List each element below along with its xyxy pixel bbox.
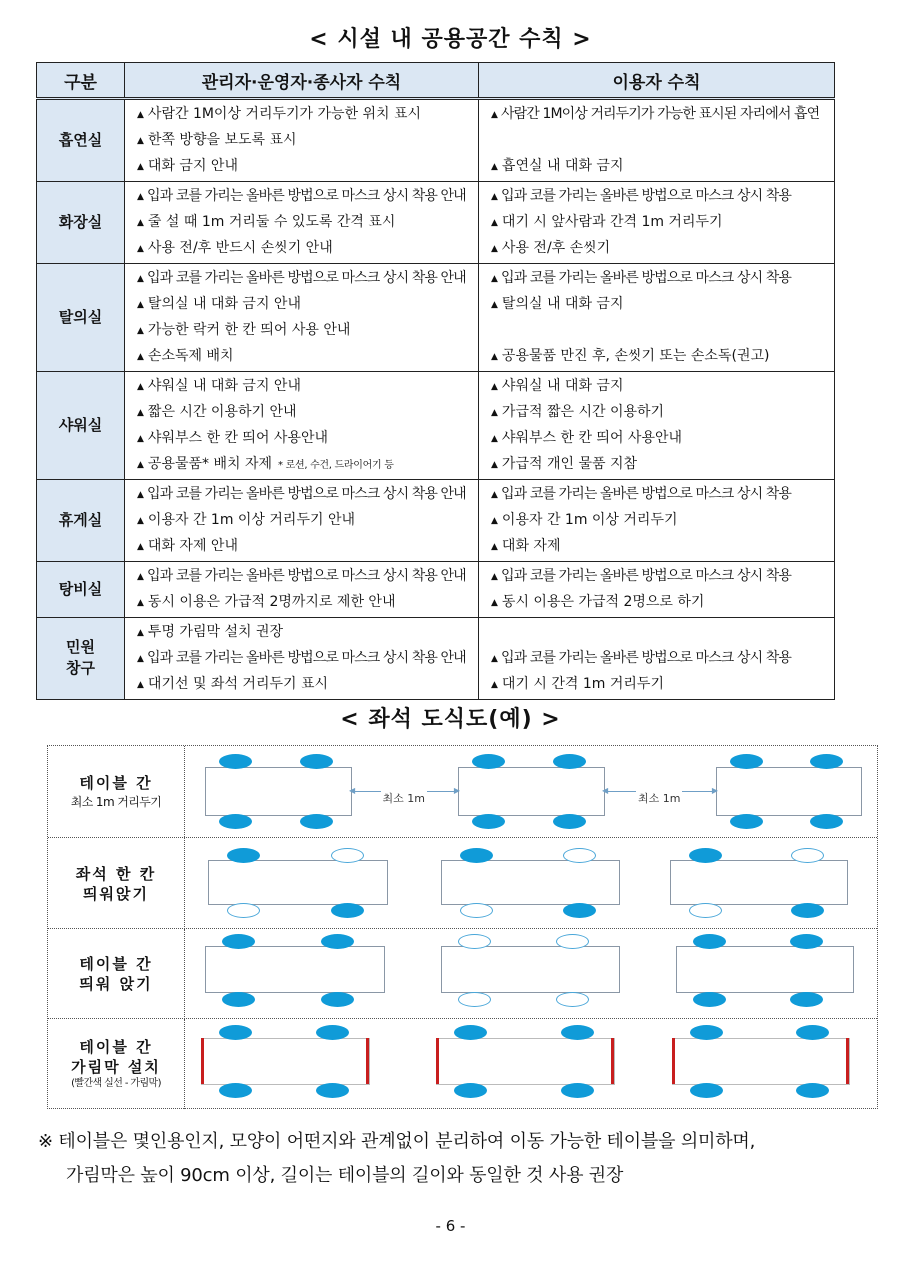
- bullet-triangle-icon: ▲: [137, 408, 144, 418]
- diagram-label-title: 테이블 간: [79, 1038, 153, 1056]
- staff-rule-item: [125, 533, 478, 559]
- user-rule-item: [479, 265, 834, 291]
- user-rule-item: [479, 373, 834, 399]
- user-rules-cell: [479, 480, 835, 562]
- occupied-seat-icon: [693, 934, 726, 949]
- bullet-triangle-icon: ▲: [491, 434, 498, 444]
- staff-rules-cell: [125, 182, 479, 264]
- bullet-triangle-icon: ▲: [137, 542, 144, 552]
- bullet-triangle-icon: ▲: [137, 274, 144, 284]
- staff-rule-text: 대화 자제 안내: [147, 538, 238, 554]
- staff-rule-item: [125, 507, 478, 533]
- table-header-row: [37, 63, 835, 99]
- user-rule-text: 대기 시 간격 1m 거리두기: [501, 676, 664, 692]
- staff-rule-text: 샤워실 내 대화 금지 안내: [147, 378, 301, 394]
- staff-rule-item: [125, 317, 478, 343]
- occupied-seat-icon: [321, 934, 354, 949]
- user-rule-item: [479, 619, 834, 645]
- user-rule-item: [479, 317, 834, 343]
- bullet-triangle-icon: ▲: [491, 460, 498, 470]
- header-user-rules: 이용자 수칙: [479, 63, 835, 99]
- user-rule-item: [479, 645, 834, 671]
- table-rectangle: [676, 946, 854, 993]
- diagram-label-title: 테이블 간: [79, 773, 153, 792]
- user-rule-text: 가급적 개인 물품 지참: [501, 456, 637, 472]
- diagram-row: [48, 1018, 877, 1109]
- user-rule-text: 사람간 1M이상 거리두기가 가능한 표시된 자리에서 흡연: [501, 106, 820, 122]
- diagram-label-title: 띄워 앉기: [79, 975, 153, 993]
- bullet-triangle-icon: ▲: [137, 516, 144, 526]
- user-rule-item: [479, 291, 834, 317]
- staff-rules-cell: [125, 480, 479, 562]
- bullet-triangle-icon: ▲: [491, 490, 498, 500]
- rules-table: [36, 62, 835, 700]
- empty-seat-icon: [791, 848, 824, 863]
- user-rule-item: [479, 101, 834, 127]
- occupied-seat-icon: [460, 848, 493, 863]
- row-category: [37, 264, 125, 372]
- table-rectangle: [716, 767, 862, 816]
- occupied-seat-icon: [790, 992, 823, 1007]
- table-row: [37, 264, 835, 372]
- empty-seat-icon: [689, 903, 722, 918]
- partition-bar: [201, 1038, 204, 1084]
- user-rule-text: 샤워실 내 대화 금지: [501, 378, 624, 394]
- bullet-triangle-icon: ▲: [137, 382, 144, 392]
- staff-rule-text: 탈의실 내 대화 금지 안내: [147, 296, 301, 312]
- bullet-triangle-icon: ▲: [491, 542, 498, 552]
- table-row: [37, 562, 835, 618]
- bullet-triangle-icon: ▲: [137, 244, 144, 254]
- page-title: < 시설 내 공용공간 수칙 >: [309, 27, 592, 52]
- user-rule-item: [479, 209, 834, 235]
- user-rule-item: [479, 425, 834, 451]
- diagram-row: [48, 837, 877, 929]
- empty-seat-icon: [563, 848, 596, 863]
- occupied-seat-icon: [300, 754, 333, 769]
- diagram-label-title: 좌석 한 칸: [75, 864, 157, 883]
- user-rule-item: [479, 127, 834, 153]
- occupied-seat-icon: [563, 903, 596, 918]
- bullet-triangle-icon: ▲: [491, 218, 498, 228]
- empty-seat-icon: [458, 992, 491, 1007]
- header-category: 구분: [37, 63, 125, 99]
- bullet-triangle-icon: ▲: [137, 136, 144, 146]
- occupied-seat-icon: [454, 1083, 487, 1098]
- user-rule-item: [479, 533, 834, 559]
- user-rules-cell: [479, 182, 835, 264]
- diagram-row-label: [48, 929, 185, 1019]
- user-rule-text: 입과 코를 가리는 올바른 방법으로 마스크 상시 착용: [501, 568, 791, 584]
- user-rule-item: [479, 671, 834, 697]
- diagram-row-label: [48, 838, 185, 929]
- row-category: [37, 372, 125, 480]
- table-row: [37, 182, 835, 264]
- table-rectangle: [441, 946, 620, 993]
- arrow-right-icon: ▶: [711, 786, 718, 795]
- user-rule-text: 탈의실 내 대화 금지: [501, 296, 624, 312]
- diagram-label-title: 테이블 간: [79, 955, 153, 973]
- table-rectangle: [208, 860, 388, 905]
- empty-seat-icon: [460, 903, 493, 918]
- staff-rule-item: [125, 481, 478, 507]
- bullet-triangle-icon: ▲: [137, 326, 144, 336]
- row-category-text: 탈의실: [58, 307, 103, 326]
- occupied-seat-icon: [730, 754, 763, 769]
- staff-rule-note: * 로션, 수건, 드라이어기 등: [278, 460, 394, 471]
- user-rule-item: [479, 451, 834, 477]
- row-category-text: 샤워실: [58, 415, 103, 434]
- staff-rule-item: [125, 671, 478, 697]
- bullet-triangle-icon: ▲: [491, 300, 498, 310]
- occupied-seat-icon: [222, 934, 255, 949]
- user-rules-cell: [479, 618, 835, 700]
- page-number: - 6 -: [435, 1217, 466, 1235]
- staff-rule-text: 입과 코를 가리는 올바른 방법으로 마스크 상시 착용 안내: [147, 188, 466, 204]
- staff-rule-item: [125, 425, 478, 451]
- occupied-seat-icon: [219, 1025, 252, 1040]
- occupied-seat-icon: [331, 903, 364, 918]
- diagram-label-note: (빨간색 실선 - 가림막): [71, 1078, 161, 1089]
- user-rule-text: 가급적 짧은 시간 이용하기: [501, 404, 665, 420]
- bullet-triangle-icon: ▲: [137, 434, 144, 444]
- bullet-triangle-icon: ▲: [137, 110, 144, 120]
- staff-rule-item: [125, 619, 478, 645]
- row-category-text: 흡연실: [58, 130, 103, 149]
- bullet-triangle-icon: ▲: [137, 300, 144, 310]
- bullet-triangle-icon: ▲: [137, 218, 144, 228]
- staff-rule-item: [125, 209, 478, 235]
- staff-rule-item: [125, 589, 478, 615]
- staff-rule-text: 대기선 및 좌석 거리두기 표시: [147, 676, 329, 692]
- header-staff-rules: 관리자·운영자·종사자 수칙: [125, 63, 479, 99]
- occupied-seat-icon: [472, 754, 505, 769]
- staff-rule-text: 줄 설 때 1m 거리둘 수 있도록 간격 표시: [147, 214, 396, 230]
- user-rules-cell: [479, 99, 835, 182]
- staff-rule-item: [125, 563, 478, 589]
- empty-seat-icon: [227, 903, 260, 918]
- bullet-triangle-icon: ▲: [137, 654, 144, 664]
- table-rectangle: [458, 767, 605, 816]
- bullet-triangle-icon: ▲: [137, 162, 144, 172]
- staff-rule-text: 투명 가림막 설치 권장: [147, 624, 283, 640]
- bullet-triangle-icon: ▲: [137, 490, 144, 500]
- occupied-seat-icon: [690, 1083, 723, 1098]
- bullet-triangle-icon: ▲: [491, 192, 498, 202]
- bullet-triangle-icon: ▲: [491, 516, 498, 526]
- partition-bar: [436, 1038, 439, 1084]
- row-category-text: 휴게실: [58, 510, 103, 529]
- occupied-seat-icon: [561, 1025, 594, 1040]
- arrow-left-icon: ◀: [349, 786, 356, 795]
- empty-seat-icon: [331, 848, 364, 863]
- staff-rule-item: [125, 265, 478, 291]
- seating-diagram: [47, 745, 878, 1109]
- bullet-triangle-icon: ▲: [137, 598, 144, 608]
- bullet-triangle-icon: ▲: [137, 572, 144, 582]
- user-rule-text: 이용자 간 1m 이상 거리두기: [501, 512, 678, 528]
- table-rectangle: [201, 1038, 370, 1085]
- staff-rule-text: 입과 코를 가리는 올바른 방법으로 마스크 상시 착용 안내: [147, 486, 466, 502]
- user-rule-text: 공용물품 만진 후, 손씻기 또는 손소독(권고): [501, 348, 770, 364]
- user-rule-text: 대화 자제: [501, 538, 561, 554]
- bullet-triangle-icon: ▲: [491, 408, 498, 418]
- row-category-text: 민원: [66, 638, 95, 656]
- user-rule-text: 샤워부스 한 칸 띄어 사용안내: [501, 430, 683, 446]
- staff-rule-text: 가능한 락커 한 칸 띄어 사용 안내: [147, 322, 351, 338]
- arrow-left-icon: ◀: [602, 786, 609, 795]
- user-rule-text: 입과 코를 가리는 올바른 방법으로 마스크 상시 착용: [501, 486, 791, 502]
- table-rectangle: [205, 767, 352, 816]
- user-rule-item: [479, 563, 834, 589]
- user-rule-text: 입과 코를 가리는 올바른 방법으로 마스크 상시 착용: [501, 650, 791, 666]
- user-rule-item: [479, 589, 834, 615]
- staff-rule-item: [125, 153, 478, 179]
- bullet-triangle-icon: ▲: [491, 572, 498, 582]
- staff-rules-cell: [125, 264, 479, 372]
- occupied-seat-icon: [321, 992, 354, 1007]
- staff-rule-text: 동시 이용은 가급적 2명까지로 제한 안내: [147, 594, 396, 610]
- occupied-seat-icon: [561, 1083, 594, 1098]
- staff-rule-item: [125, 451, 478, 477]
- row-category: [37, 562, 125, 618]
- row-category: [37, 480, 125, 562]
- occupied-seat-icon: [810, 754, 843, 769]
- row-category: [37, 618, 125, 700]
- bullet-triangle-icon: ▲: [491, 382, 498, 392]
- partition-bar: [366, 1038, 369, 1084]
- row-category-text: 화장실: [58, 212, 103, 231]
- bullet-triangle-icon: ▲: [491, 110, 498, 120]
- bullet-triangle-icon: ▲: [137, 192, 144, 202]
- table-row: [37, 99, 835, 182]
- occupied-seat-icon: [553, 754, 586, 769]
- occupied-seat-icon: [300, 814, 333, 829]
- table-rectangle: [441, 860, 620, 905]
- diagram-row-label: [48, 1019, 185, 1109]
- empty-seat-icon: [458, 934, 491, 949]
- distance-label: 최소 1m: [382, 792, 425, 805]
- occupied-seat-icon: [316, 1083, 349, 1098]
- row-category: [37, 182, 125, 264]
- bullet-triangle-icon: ▲: [491, 654, 498, 664]
- occupied-seat-icon: [472, 814, 505, 829]
- staff-rule-text: 입과 코를 가리는 올바른 방법으로 마스크 상시 착용 안내: [147, 650, 466, 666]
- occupied-seat-icon: [791, 903, 824, 918]
- staff-rules-cell: [125, 372, 479, 480]
- staff-rule-item: [125, 183, 478, 209]
- staff-rule-item: [125, 645, 478, 671]
- user-rule-text: 입과 코를 가리는 올바른 방법으로 마스크 상시 착용: [501, 188, 791, 204]
- empty-seat-icon: [556, 934, 589, 949]
- table-rectangle: [672, 1038, 850, 1085]
- user-rule-item: [479, 153, 834, 179]
- table-rectangle: [670, 860, 848, 905]
- staff-rule-item: [125, 127, 478, 153]
- occupied-seat-icon: [810, 814, 843, 829]
- staff-rule-item: [125, 291, 478, 317]
- user-rules-cell: [479, 264, 835, 372]
- user-rule-text: 동시 이용은 가급적 2명으로 하기: [501, 594, 705, 610]
- footnote-line-1: ※ 테이블은 몇인용인지, 모양이 어떤지와 관계없이 분리하여 이동 가능한 테이블을 의미하며,: [38, 1131, 756, 1152]
- diagram-title: < 좌석 도식도(예) >: [340, 707, 561, 732]
- table-rectangle: [436, 1038, 615, 1085]
- bullet-triangle-icon: ▲: [137, 680, 144, 690]
- staff-rule-item: [125, 101, 478, 127]
- bullet-triangle-icon: ▲: [137, 628, 144, 638]
- footnote-line-2: 가림막은 높이 90cm 이상, 길이는 테이블의 길이와 동일한 것 사용 권장: [66, 1165, 624, 1186]
- occupied-seat-icon: [796, 1083, 829, 1098]
- user-rule-text: 사용 전/후 손씻기: [501, 240, 611, 256]
- row-category-text: 탕비실: [58, 579, 103, 598]
- bullet-triangle-icon: ▲: [491, 244, 498, 254]
- row-category-text: 창구: [66, 659, 95, 677]
- staff-rule-text: 손소독제 배치: [147, 348, 234, 364]
- staff-rule-item: [125, 235, 478, 261]
- staff-rule-text: 샤워부스 한 칸 띄어 사용안내: [147, 430, 329, 446]
- table-rectangle: [205, 946, 385, 993]
- occupied-seat-icon: [454, 1025, 487, 1040]
- bullet-triangle-icon: ▲: [137, 352, 144, 362]
- occupied-seat-icon: [796, 1025, 829, 1040]
- bullet-triangle-icon: ▲: [491, 274, 498, 284]
- table-row: [37, 372, 835, 480]
- staff-rule-text: 사용 전/후 반드시 손씻기 안내: [147, 240, 333, 256]
- staff-rule-text: 입과 코를 가리는 올바른 방법으로 마스크 상시 착용 안내: [147, 568, 466, 584]
- occupied-seat-icon: [219, 1083, 252, 1098]
- occupied-seat-icon: [790, 934, 823, 949]
- bullet-triangle-icon: ▲: [491, 162, 498, 172]
- bullet-triangle-icon: ▲: [491, 352, 498, 362]
- diagram-row: [48, 746, 877, 837]
- table-row: [37, 618, 835, 700]
- staff-rule-text: 입과 코를 가리는 올바른 방법으로 마스크 상시 착용 안내: [147, 270, 466, 286]
- staff-rule-text: 짧은 시간 이용하기 안내: [147, 404, 297, 420]
- occupied-seat-icon: [222, 992, 255, 1007]
- empty-seat-icon: [556, 992, 589, 1007]
- diagram-label-subtitle: 최소 1m 거리두기: [70, 794, 162, 809]
- user-rule-item: [479, 235, 834, 261]
- partition-bar: [846, 1038, 849, 1084]
- distance-label: 최소 1m: [638, 792, 681, 805]
- partition-bar: [672, 1038, 675, 1084]
- user-rule-item: [479, 399, 834, 425]
- diagram-row-label: [48, 746, 185, 837]
- staff-rules-cell: [125, 618, 479, 700]
- arrow-right-icon: ▶: [453, 786, 460, 795]
- occupied-seat-icon: [690, 1025, 723, 1040]
- staff-rule-item: [125, 399, 478, 425]
- user-rule-text: 대기 시 앞사람과 간격 1m 거리두기: [501, 214, 723, 230]
- occupied-seat-icon: [227, 848, 260, 863]
- user-rule-item: [479, 183, 834, 209]
- bullet-triangle-icon: ▲: [491, 680, 498, 690]
- occupied-seat-icon: [693, 992, 726, 1007]
- table-row: [37, 480, 835, 562]
- staff-rule-text: 사람간 1M이상 거리두기가 가능한 위치 표시: [147, 106, 422, 122]
- staff-rule-text: 이용자 간 1m 이상 거리두기 안내: [147, 512, 356, 528]
- row-category: [37, 99, 125, 182]
- staff-rules-cell: [125, 99, 479, 182]
- staff-rule-text: 한쪽 방향을 보도록 표시: [147, 132, 297, 148]
- occupied-seat-icon: [316, 1025, 349, 1040]
- user-rule-item: [479, 507, 834, 533]
- bullet-triangle-icon: ▲: [491, 598, 498, 608]
- user-rule-text: 흡연실 내 대화 금지: [501, 158, 624, 174]
- user-rules-cell: [479, 372, 835, 480]
- user-rules-cell: [479, 562, 835, 618]
- user-rule-item: [479, 481, 834, 507]
- diagram-row: [48, 928, 877, 1019]
- staff-rule-item: [125, 373, 478, 399]
- occupied-seat-icon: [219, 754, 252, 769]
- bullet-triangle-icon: ▲: [137, 460, 144, 470]
- partition-bar: [611, 1038, 614, 1084]
- user-rule-text: 입과 코를 가리는 올바른 방법으로 마스크 상시 착용: [501, 270, 791, 286]
- user-rule-item: [479, 343, 834, 369]
- occupied-seat-icon: [553, 814, 586, 829]
- staff-rule-text: 대화 금지 안내: [147, 158, 238, 174]
- staff-rule-item: [125, 343, 478, 369]
- footnote: [38, 1125, 898, 1193]
- staff-rules-cell: [125, 562, 479, 618]
- occupied-seat-icon: [219, 814, 252, 829]
- diagram-label-title: 가림막 설치: [71, 1058, 161, 1076]
- diagram-label-title: 띄워앉기: [83, 884, 149, 903]
- staff-rule-text: 공용물품* 배치 자제: [147, 456, 273, 472]
- occupied-seat-icon: [730, 814, 763, 829]
- occupied-seat-icon: [689, 848, 722, 863]
